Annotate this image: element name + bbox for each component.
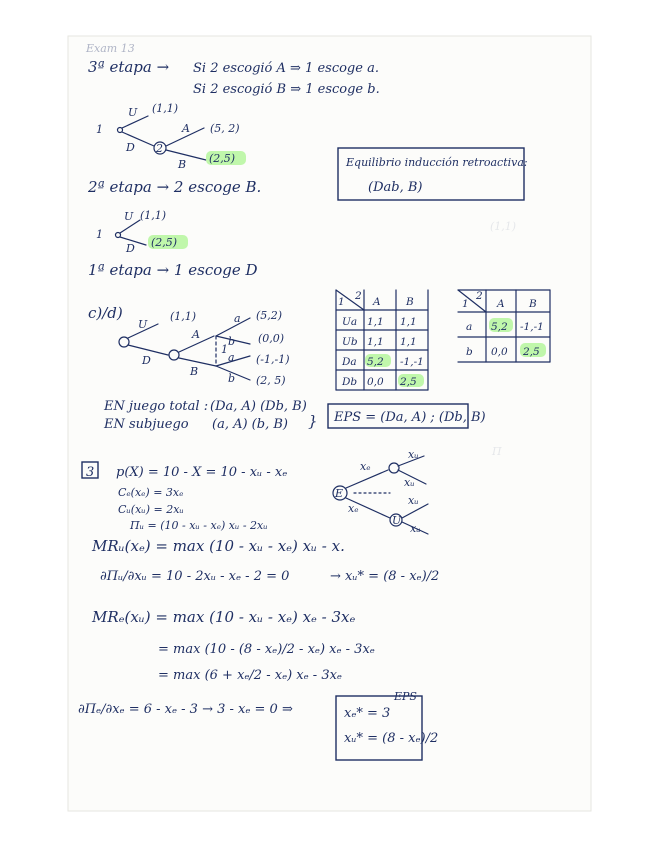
svg-text:B: B bbox=[406, 296, 414, 308]
tree1-branch-U: U bbox=[128, 106, 138, 119]
svg-text:(1,1): (1,1) bbox=[140, 209, 167, 222]
svg-text:b: b bbox=[228, 335, 236, 348]
tree1-branch-A: A bbox=[182, 122, 190, 135]
svg-text:B: B bbox=[529, 298, 537, 310]
solution-xe: xₑ* = 3 bbox=[344, 706, 391, 721]
svg-text:a: a bbox=[234, 312, 241, 325]
p3-profit-u: Πᵤ = (10 - xᵤ - xₑ) xᵤ - 2xᵤ bbox=[130, 519, 268, 532]
ne-total-value: (Da, A) (Db, B) bbox=[210, 399, 307, 414]
brace: } bbox=[308, 412, 318, 430]
svg-text:Ub: Ub bbox=[342, 336, 358, 348]
svg-text:5,2: 5,2 bbox=[367, 356, 384, 368]
svg-text:(0,0): (0,0) bbox=[258, 332, 285, 345]
svg-text:xᵤ: xᵤ bbox=[404, 476, 415, 489]
svg-text:b: b bbox=[466, 346, 473, 358]
tree1-payoff-B: (2,5) bbox=[209, 152, 236, 165]
bleed-through-right: (1,1) bbox=[490, 220, 517, 233]
svg-text:0,0: 0,0 bbox=[491, 346, 508, 358]
equilibrium-value: (Dab, B) bbox=[368, 180, 423, 195]
tree1-branch-D: D bbox=[126, 141, 135, 154]
ne-subgame-label: EN subjuego bbox=[104, 417, 189, 432]
solution-xu: xᵤ* = (8 - xₑ)/2 bbox=[344, 731, 439, 746]
svg-text:A: A bbox=[373, 296, 381, 308]
mr-e-step1: = max (10 - (8 - xₑ)/2 - xₑ) xₑ - 3xₑ bbox=[158, 642, 375, 657]
svg-text:5,2: 5,2 bbox=[491, 321, 508, 333]
svg-text:-1,-1: -1,-1 bbox=[520, 321, 544, 333]
eps-value: EPS = (Da, A) ; (Db, B) bbox=[334, 410, 486, 425]
svg-text:U: U bbox=[392, 514, 402, 527]
foc-e: ∂Πₑ/∂xₑ = 6 - xₑ - 3 → 3 - xₑ = 0 ⇒ bbox=[78, 702, 293, 717]
p3-cost-u: Cᵤ(xᵤ) = 2xᵤ bbox=[118, 503, 184, 516]
svg-text:a: a bbox=[466, 321, 473, 333]
svg-text:1,1: 1,1 bbox=[367, 316, 384, 328]
svg-text:2,5: 2,5 bbox=[523, 346, 540, 358]
svg-text:Db: Db bbox=[342, 376, 358, 388]
svg-text:2,5: 2,5 bbox=[400, 376, 417, 388]
svg-text:(2,5): (2,5) bbox=[151, 236, 178, 249]
svg-text:b: b bbox=[228, 372, 236, 385]
svg-text:Ua: Ua bbox=[342, 316, 358, 328]
svg-text:(1,1): (1,1) bbox=[170, 310, 197, 323]
best-response-u: → xᵤ* = (8 - xₑ)/2 bbox=[330, 569, 440, 584]
mr-e-eq: MRₑ(xᵤ) = max (10 - xᵤ - xₑ) xₑ - 3xₑ bbox=[92, 608, 356, 626]
svg-text:E: E bbox=[335, 487, 344, 500]
svg-text:xᵤ: xᵤ bbox=[408, 448, 419, 461]
mr-e-step2: = max (6 + xₑ/2 - xₑ) xₑ - 3xₑ bbox=[158, 668, 342, 683]
payoff-matrix-subgame bbox=[458, 290, 550, 362]
stage3-line1: Si 2 escogió A ⇒ 1 escoge a. bbox=[193, 61, 379, 76]
svg-text:2: 2 bbox=[355, 290, 362, 302]
svg-text:xᵤ: xᵤ bbox=[410, 522, 421, 535]
ne-subgame-value: (a, A) (b, B) bbox=[212, 417, 288, 432]
svg-text:U: U bbox=[138, 318, 148, 331]
svg-text:-1,-1: -1,-1 bbox=[400, 356, 424, 368]
svg-text:2: 2 bbox=[476, 290, 483, 302]
svg-text:B: B bbox=[190, 365, 199, 378]
p3-demand: p(X) = 10 - X = 10 - xᵤ - xₑ bbox=[116, 465, 288, 480]
svg-text:xₑ: xₑ bbox=[348, 502, 359, 515]
svg-text:1: 1 bbox=[462, 298, 469, 310]
svg-text:A: A bbox=[192, 328, 200, 341]
svg-text:1: 1 bbox=[338, 296, 345, 308]
svg-text:1,1: 1,1 bbox=[400, 336, 417, 348]
svg-text:U: U bbox=[124, 210, 134, 223]
ne-total-label: EN juego total : bbox=[104, 399, 209, 414]
svg-text:xᵤ: xᵤ bbox=[408, 494, 419, 507]
svg-text:(-1,-1): (-1,-1) bbox=[256, 353, 290, 366]
p3-cost-e: Cₑ(xₑ) = 3xₑ bbox=[118, 486, 184, 499]
svg-text:(5,2): (5,2) bbox=[256, 309, 283, 322]
svg-text:1,1: 1,1 bbox=[400, 316, 417, 328]
svg-text:Da: Da bbox=[342, 356, 357, 368]
stage2-heading: 2ª etapa → 2 escoge B. bbox=[88, 178, 262, 196]
svg-text:xₑ: xₑ bbox=[360, 460, 371, 473]
foc-u: ∂Πᵤ/∂xᵤ = 10 - 2xᵤ - xₑ - 2 = 0 bbox=[100, 569, 290, 584]
stage1-heading: 1ª etapa → 1 escoge D bbox=[88, 261, 258, 279]
svg-text:1: 1 bbox=[221, 343, 228, 356]
tree1-payoff-U: (1,1) bbox=[152, 102, 179, 115]
mr-u-eq: MRᵤ(xₑ) = max (10 - xᵤ - xₑ) xᵤ - x. bbox=[92, 537, 345, 555]
svg-text:D: D bbox=[126, 242, 135, 255]
tree1-payoff-A: (5, 2) bbox=[210, 122, 240, 135]
equilibrium-title: Equilibrio inducción retroactiva: bbox=[346, 156, 528, 169]
svg-text:0,0: 0,0 bbox=[367, 376, 384, 388]
svg-text:1: 1 bbox=[96, 228, 103, 241]
page-corner-scribble: Exam 13 bbox=[86, 42, 135, 55]
svg-text:A: A bbox=[497, 298, 505, 310]
tree1-node-label: 1 bbox=[96, 123, 103, 136]
problem-3-number: 3 bbox=[86, 465, 95, 480]
stage3-heading: 3ª etapa → bbox=[88, 58, 170, 76]
bleed-through-right-2: Π bbox=[492, 445, 502, 458]
tree1-node2: 2 bbox=[156, 142, 163, 155]
svg-text:(2, 5): (2, 5) bbox=[256, 374, 286, 387]
solution-label: EPS bbox=[394, 690, 417, 703]
svg-text:a: a bbox=[228, 351, 235, 364]
stage3-line2: Si 2 escogió B ⇒ 1 escoge b. bbox=[193, 82, 380, 97]
tree1-branch-B: B bbox=[178, 158, 187, 171]
svg-text:1,1: 1,1 bbox=[367, 336, 384, 348]
svg-text:D: D bbox=[142, 354, 151, 367]
part-cd-label: c)/d) bbox=[88, 304, 123, 322]
